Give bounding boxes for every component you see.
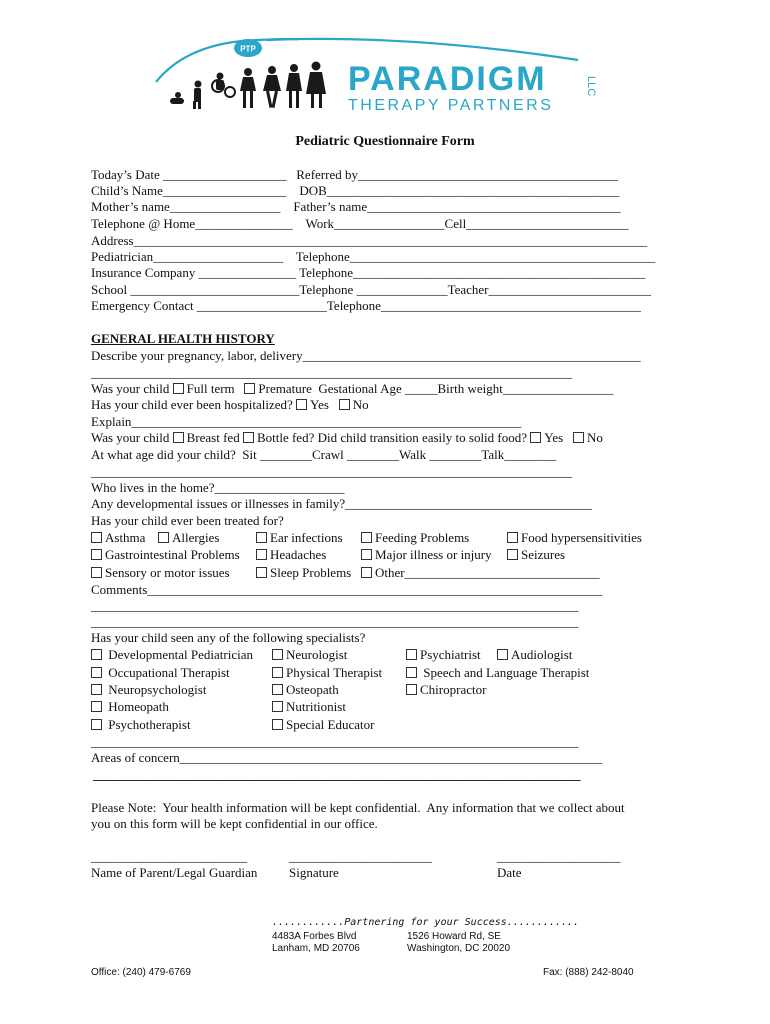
bottle-fed-checkbox[interactable] xyxy=(243,432,254,443)
treatment-allergies[interactable] xyxy=(158,530,219,546)
allergies-checkbox[interactable] xyxy=(158,532,169,543)
breast-fed-label: Breast fed xyxy=(186,430,243,445)
specialist-pt[interactable] xyxy=(272,665,382,681)
signature-label: Signature xyxy=(289,865,339,880)
address-1-line1: 4483A Forbes Blvd xyxy=(272,931,357,942)
sensory-checkbox[interactable] xyxy=(91,567,102,578)
privacy-note: Please Note: Your health information will be kept confidential. Any information that we collect about xyxy=(91,800,625,815)
treatment-gi[interactable] xyxy=(91,547,240,563)
treatment-other[interactable] xyxy=(361,565,600,581)
feeding-label: Feeding Problems xyxy=(375,530,470,545)
sleep-label: Sleep Problems xyxy=(270,565,352,580)
address-2-line1: 1526 Howard Rd, SE xyxy=(407,931,501,942)
contact-field-line[interactable]: Insurance Company _______________ Telephone_____________________________________________ xyxy=(91,265,646,280)
specialist-neuro[interactable] xyxy=(272,647,347,663)
areas-of-concern-field[interactable]: Areas of concern_________________________________________________________________ xyxy=(91,750,603,765)
other-checkbox[interactable] xyxy=(361,567,372,578)
specialist-neuropsych[interactable] xyxy=(91,682,206,698)
treatment-ear[interactable] xyxy=(256,530,343,546)
general-health-heading: GENERAL HEALTH HISTORY xyxy=(91,331,275,346)
specialist-osteopath[interactable] xyxy=(272,682,339,698)
neuro-label: Neurologist xyxy=(286,647,348,662)
contact-field-line[interactable]: Telephone @ Home_______________ Work_________________Cell_________________________ xyxy=(91,216,629,231)
footer-tagline: ............Partnering for your Success............ xyxy=(272,917,580,928)
breast-fed-checkbox[interactable] xyxy=(173,432,184,443)
special-ed-label: Special Educator xyxy=(286,717,375,732)
asthma-label: Asthma xyxy=(105,530,146,545)
solid-food-no-checkbox[interactable] xyxy=(573,432,584,443)
specialist-ot[interactable] xyxy=(91,665,230,681)
specialist-speech[interactable] xyxy=(406,665,589,681)
ot-checkbox[interactable] xyxy=(91,667,102,678)
address-2-line2: Washington, DC 20020 xyxy=(407,943,511,954)
dev-ped-checkbox[interactable] xyxy=(91,649,102,660)
osteopath-label: Osteopath xyxy=(286,682,339,697)
guardian-name-label: Name of Parent/Legal Guardian xyxy=(91,865,258,880)
premature-checkbox[interactable] xyxy=(244,383,255,394)
food-label: Food hypersensitivities xyxy=(521,530,642,545)
audiologist-checkbox[interactable] xyxy=(497,649,508,660)
address-1-line2: Lanham, MD 20706 xyxy=(272,943,360,954)
feeding-row xyxy=(91,430,603,446)
areas-line[interactable]: ___________________________________________________________________________ xyxy=(91,734,579,749)
solid-food-yes-checkbox[interactable] xyxy=(530,432,541,443)
osteopath-checkbox[interactable] xyxy=(272,684,283,695)
allergies-label: Allergies xyxy=(172,530,220,545)
treatment-headaches[interactable] xyxy=(256,547,326,563)
treatment-food[interactable] xyxy=(507,530,642,546)
logo-badge: PTP xyxy=(240,44,256,54)
logo-suffix: LLC xyxy=(585,76,597,97)
signature-line[interactable]: ______________________ xyxy=(289,849,432,864)
was-child-label: Was your child xyxy=(91,381,173,396)
chiro-label: Chiropractor xyxy=(420,682,487,697)
ear-label: Ear infections xyxy=(270,530,343,545)
pt-label: Physical Therapist xyxy=(286,665,383,680)
treated-for-question: Has your child ever been treated for? xyxy=(91,513,284,528)
nutritionist-checkbox[interactable] xyxy=(272,701,283,712)
full-term-label: Full term xyxy=(186,381,235,396)
special-ed-checkbox[interactable] xyxy=(272,719,283,730)
hospitalized-question: Has your child ever been hospitalized? xyxy=(91,397,297,412)
who-lives-field[interactable]: Who lives in the home?____________________ xyxy=(91,480,345,495)
hospitalized-yes-checkbox[interactable] xyxy=(296,399,307,410)
ot-label: Occupational Therapist xyxy=(108,665,230,680)
ear-checkbox[interactable] xyxy=(256,532,267,543)
major-checkbox[interactable] xyxy=(361,549,372,560)
sleep-checkbox[interactable] xyxy=(256,567,267,578)
was-child-label: Was your child xyxy=(91,430,173,445)
psychiatrist-label: Psychiatrist xyxy=(420,647,481,662)
areas-line[interactable]: ___________________________________________________________________________ xyxy=(93,767,581,782)
specialist-nutritionist[interactable] xyxy=(272,699,346,715)
treatment-asthma[interactable] xyxy=(91,530,145,546)
major-label: Major illness or injury xyxy=(375,547,492,562)
neuropsych-label: Neuropsychologist xyxy=(108,682,207,697)
psychiatrist-checkbox[interactable] xyxy=(406,649,417,660)
pregnancy-question[interactable]: Describe your pregnancy, labor, delivery____________________________________________________ xyxy=(91,348,641,363)
pregnancy-line[interactable]: __________________________________________________________________________ xyxy=(91,365,572,380)
dev-issues-field[interactable]: Any developmental issues or illnesses in family?______________________________________ xyxy=(91,496,593,511)
psychotherapist-checkbox[interactable] xyxy=(91,719,102,730)
full-term-checkbox[interactable] xyxy=(173,383,184,394)
food-checkbox[interactable] xyxy=(507,532,518,543)
gi-checkbox[interactable] xyxy=(91,549,102,560)
term-row xyxy=(91,381,613,397)
headaches-label: Headaches xyxy=(270,547,327,562)
fax-number: Fax: (888) 242-8040 xyxy=(543,967,634,978)
seizures-checkbox[interactable] xyxy=(507,549,518,560)
date-label: Date xyxy=(497,865,522,880)
neuropsych-checkbox[interactable] xyxy=(91,684,102,695)
treatment-sleep[interactable] xyxy=(256,565,351,581)
company-logo xyxy=(148,36,608,116)
nutritionist-label: Nutritionist xyxy=(286,699,346,714)
specialist-chiro[interactable] xyxy=(406,682,486,698)
office-phone: Office: (240) 479-6769 xyxy=(91,967,191,978)
contact-field-line[interactable]: Pediatrician____________________ Telephone_______________________________________________ xyxy=(91,249,656,264)
milestones-row[interactable]: At what age did your child? Sit ________Crawl ________Walk ________Talk________ xyxy=(91,447,557,462)
no-label: No xyxy=(352,397,369,412)
treatment-feeding[interactable] xyxy=(361,530,469,546)
logo-subtitle: THERAPY PARTNERS xyxy=(348,97,554,114)
psychotherapist-label: Psychotherapist xyxy=(108,717,191,732)
comments-line[interactable]: ___________________________________________________________________________ xyxy=(91,598,579,613)
privacy-note-line2: you on this form will be kept confidential in our office. xyxy=(91,816,378,831)
chiro-checkbox[interactable] xyxy=(406,684,417,695)
specialist-dev-ped[interactable] xyxy=(91,647,253,663)
hospitalized-no-checkbox[interactable] xyxy=(339,399,350,410)
specialist-audiologist[interactable] xyxy=(497,647,572,663)
contact-field-line[interactable]: Mother’s name_________________ Father’s name_______________________________________ xyxy=(91,199,621,214)
yes-label: Yes xyxy=(310,397,329,412)
contact-field-line[interactable]: School __________________________Telephone ______________Teacher_________________________ xyxy=(91,282,652,297)
yes-label: Yes xyxy=(544,430,564,445)
specialist-homeopath[interactable] xyxy=(91,699,169,715)
neuro-checkbox[interactable] xyxy=(272,649,283,660)
feeding-checkbox[interactable] xyxy=(361,532,372,543)
sensory-label: Sensory or motor issues xyxy=(105,565,230,580)
hospitalized-row xyxy=(91,397,369,413)
specialists-question: Has your child seen any of the following specialists? xyxy=(91,630,366,645)
comments-field[interactable]: Comments______________________________________________________________________ xyxy=(91,582,603,597)
blank-line[interactable]: __________________________________________________________________________ xyxy=(91,464,572,479)
pt-checkbox[interactable] xyxy=(272,667,283,678)
children-silhouettes-icon xyxy=(170,62,326,110)
bottle-fed-label: Bottle fed? Did child transition easily to solid food? xyxy=(256,430,531,445)
specialist-special-ed[interactable] xyxy=(272,717,374,733)
speech-label: Speech and Language Therapist xyxy=(423,665,590,680)
premature-label[interactable]: Premature Gestational Age _____Birth weight_________________ xyxy=(258,381,614,396)
seizures-label: Seizures xyxy=(521,547,566,562)
audiologist-label: Audiologist xyxy=(511,647,573,662)
specialist-psychotherapist[interactable] xyxy=(91,717,191,733)
guardian-name-line[interactable]: ________________________ xyxy=(91,849,247,864)
treatment-seizures[interactable] xyxy=(507,547,565,563)
contact-field-line[interactable]: Address_______________________________________________________________________________ xyxy=(91,233,648,248)
contact-field-line[interactable]: Child’s Name___________________ DOB_____________________________________________ xyxy=(91,183,620,198)
treatment-major[interactable] xyxy=(361,547,492,563)
contact-field-line[interactable]: Emergency Contact ____________________Telephone________________________________________ xyxy=(91,298,641,313)
form-title: Pediatric Questionnaire Form xyxy=(295,134,475,149)
explain-field[interactable]: Explain____________________________________________________________ xyxy=(91,414,522,429)
asthma-checkbox[interactable] xyxy=(91,532,102,543)
date-line[interactable]: ___________________ xyxy=(497,849,621,864)
headaches-checkbox[interactable] xyxy=(256,549,267,560)
no-label: No xyxy=(586,430,603,445)
logo-brand: PARADIGM xyxy=(348,60,547,98)
dev-ped-label: Developmental Pediatrician xyxy=(108,647,254,662)
contact-field-line[interactable]: Today’s Date ___________________ Referred by________________________________________ xyxy=(91,167,618,182)
gi-label: Gastrointestinal Problems xyxy=(105,547,240,562)
homeopath-checkbox[interactable] xyxy=(91,701,102,712)
other-label: Other______________________________ xyxy=(375,565,600,580)
homeopath-label: Homeopath xyxy=(108,699,169,714)
treatment-sensory[interactable] xyxy=(91,565,230,581)
specialist-psychiatrist[interactable] xyxy=(406,647,481,663)
speech-checkbox[interactable] xyxy=(406,667,417,678)
comments-line[interactable]: ___________________________________________________________________________ xyxy=(91,614,579,629)
